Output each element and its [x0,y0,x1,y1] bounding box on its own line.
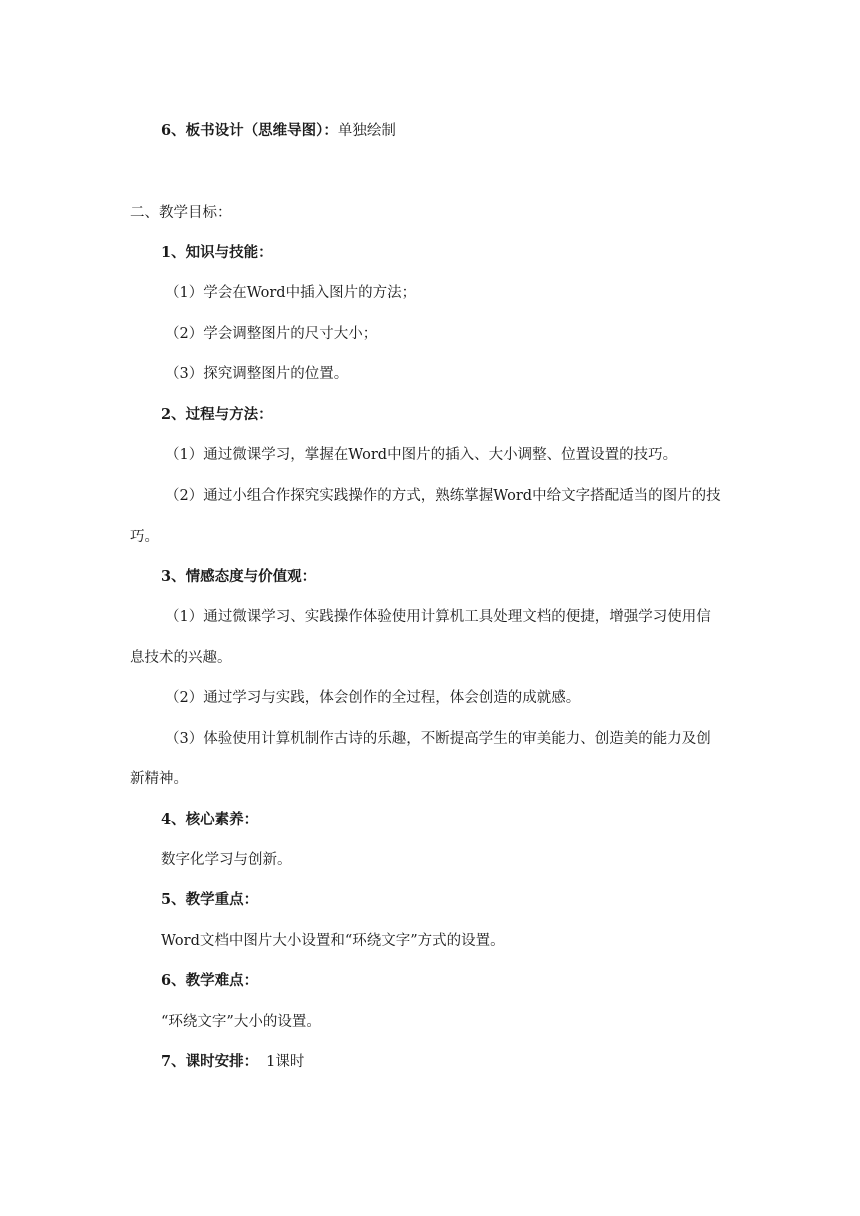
knowledge-item-2: （2）学会调整图片的尺寸大小； [165,326,378,342]
key-point-value: Word文档中图片大小设置和“环绕文字”方式的设置。 [161,933,505,949]
core-heading: 4、核心素养： [161,811,259,828]
knowledge-item-1: （1）学会在Word中插入图片的方法； [165,285,417,301]
core-value: 数字化学习与创新。 [161,852,292,868]
process-item-1: （1）通过微课学习，掌握在Word中图片的插入、大小调整、位置设置的技巧。 [165,447,678,463]
difficulty-value: “环绕文字”大小的设置。 [161,1014,321,1030]
knowledge-item-3: （3）探究调整图片的位置。 [165,366,349,382]
emotion-heading: 3、情感态度与价值观： [161,568,317,585]
board-design-value: 单独绘制 [337,123,396,139]
board-design-line [161,121,396,141]
process-heading: 2、过程与方法： [161,406,273,423]
knowledge-heading: 1、知识与技能： [161,244,273,261]
emotion-item-3: （3）体验使用计算机制作古诗的乐趣，不断提高学生的审美能力、创造美的能力及创 [165,731,711,747]
process-item-2-cont: 巧。 [130,529,159,545]
section-heading-objectives: 二、教学目标： [130,205,232,221]
schedule-value: 1课时 [266,1054,305,1070]
difficulty-heading: 6、教学难点： [161,972,259,989]
emotion-item-2: （2）通过学习与实践，体会创作的全过程，体会创造的成就感。 [165,690,581,706]
board-design-label: 6、板书设计（思维导图）： [161,122,338,139]
emotion-item-1: （1）通过微课学习、实践操作体验使用计算机工具处理文档的便捷，增强学习使用信 [165,609,711,625]
process-item-2: （2）通过小组合作探究实践操作的方式，熟练掌握Word中给文字搭配适当的图片的技 [165,488,721,504]
schedule-label: 7、课时安排： [161,1053,259,1070]
emotion-item-1-cont: 息技术的兴趣。 [130,650,232,666]
key-point-heading: 5、教学重点： [161,891,259,908]
emotion-item-3-cont: 新精神。 [130,771,188,787]
schedule-line [161,1052,304,1072]
